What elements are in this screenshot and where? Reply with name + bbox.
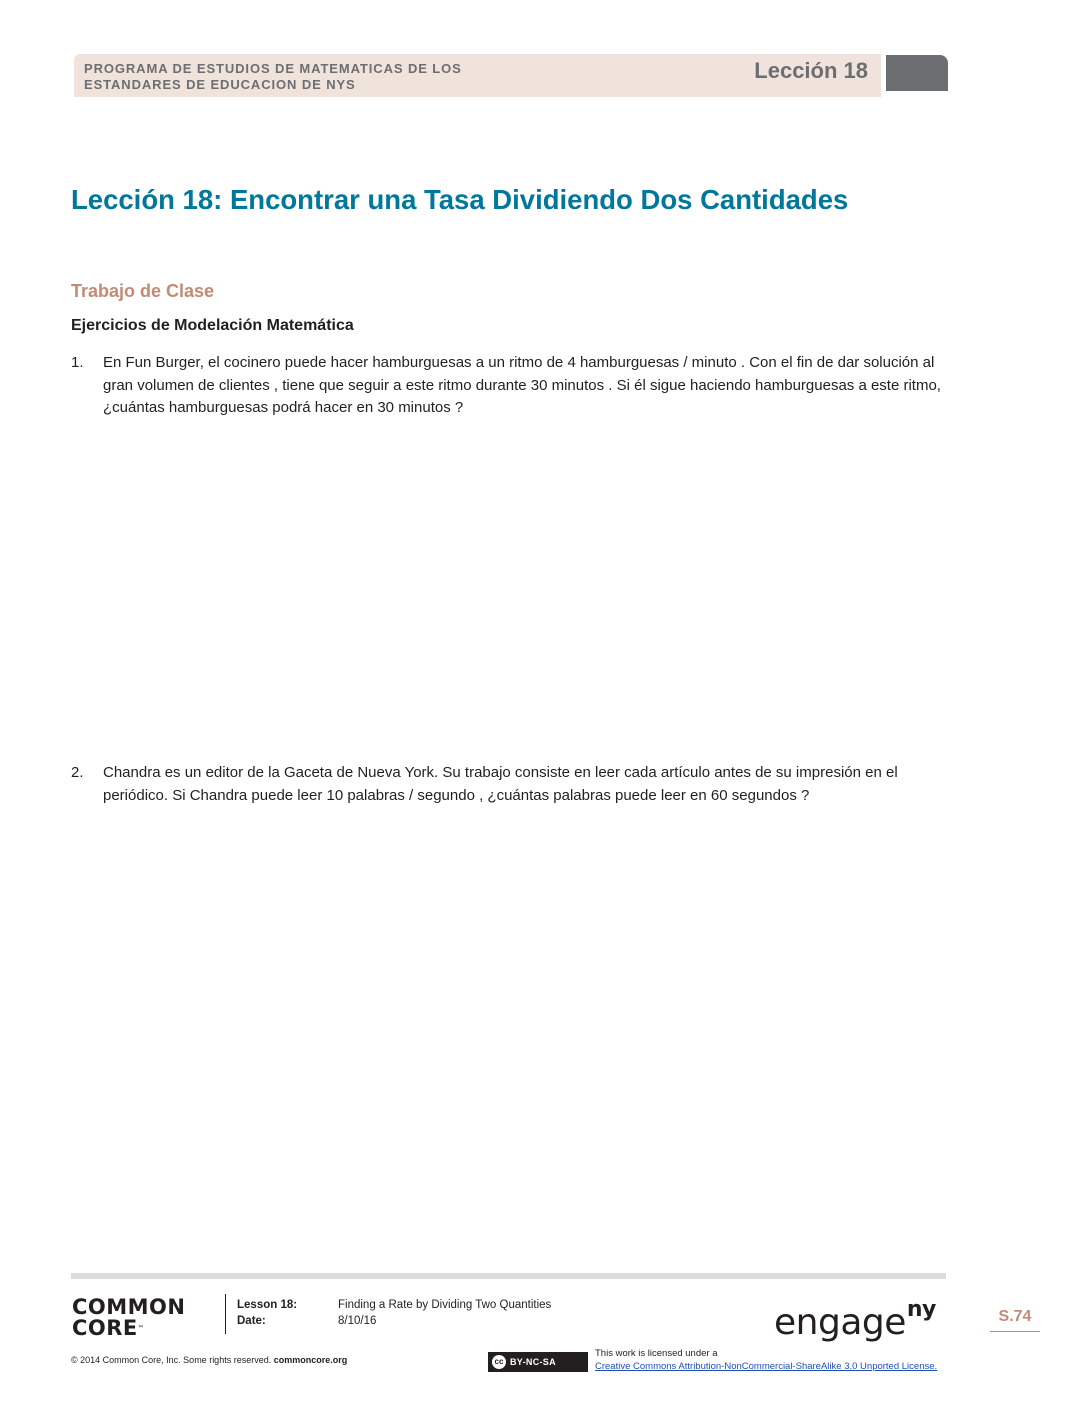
problem-text: Chandra es un editor de la Gaceta de Nueva York. Su trabajo consiste en leer cada artículo antes de su impresión en el periódico. Si Chandra puede leer 10 palabras / segundo , ¿cuántas palabras puede leer en 60 segundos ?	[103, 764, 898, 804]
logo-line1: COMMON	[72, 1295, 186, 1319]
problem-number: 1.	[71, 354, 84, 371]
brand-text: engage	[774, 1302, 906, 1343]
footer-date-label: Date:	[237, 1315, 266, 1327]
common-core-logo: COMMON CORE™	[72, 1295, 186, 1340]
logo-line2: CORE	[72, 1316, 138, 1340]
page-title: Lección 18: Encontrar una Tasa Dividiendo Dos Cantidades	[71, 184, 849, 215]
footer-date-value: 8/10/16	[338, 1315, 377, 1327]
copyright-site: commoncore.org	[273, 1355, 348, 1365]
footer-rule	[71, 1273, 946, 1279]
footer-lesson-value: Finding a Rate by Dividing Two Quantities	[338, 1299, 552, 1311]
header-tab	[886, 55, 948, 91]
header-lesson-label: Lección 18	[754, 58, 868, 83]
problem-text: En Fun Burger, el cocinero puede hacer hamburguesas a un ritmo de 4 hamburguesas / minuto . Con el fin de dar solución al gran volumen de clientes , tiene que seguir a este ritmo durante 30 minutos . Si él sigue haciendo hamburguesas a este ritmo, ¿cuántas hamburguesas podrá hacer en 30 minutos ?	[103, 354, 941, 416]
footer-lesson-label: Lesson 18:	[237, 1299, 298, 1311]
problem-1	[71, 352, 946, 420]
brand-suffix: ny	[906, 1297, 936, 1322]
page-number-rule	[990, 1331, 1040, 1332]
engageny-logo	[774, 1297, 936, 1343]
copyright-text: © 2014 Common Core, Inc. Some rights reserved.	[71, 1355, 272, 1365]
section-heading: Trabajo de Clase	[71, 281, 215, 301]
footer-divider	[225, 1294, 226, 1334]
program-title	[84, 61, 554, 93]
cc-badge-text: BY-NC-SA	[510, 1357, 556, 1367]
problem-2	[71, 762, 946, 807]
program-title-line1: PROGRAMA DE ESTUDIOS DE MATEMATICAS DE LOS	[84, 61, 462, 76]
cc-license-badge[interactable]	[488, 1352, 588, 1372]
page-number: S.74	[998, 1308, 1032, 1325]
problem-number: 2.	[71, 764, 84, 781]
license-text: This work is licensed under a	[595, 1348, 718, 1359]
creative-commons-icon: cc	[492, 1355, 506, 1369]
program-title-line2: ESTANDARES DE EDUCACION DE NYS	[84, 77, 356, 92]
subsection-heading: Ejercicios de Modelación Matemática	[71, 317, 354, 334]
copyright	[71, 1355, 347, 1365]
license-link[interactable]: Creative Commons Attribution-NonCommercial-ShareAlike 3.0 Unported License.	[595, 1361, 938, 1372]
